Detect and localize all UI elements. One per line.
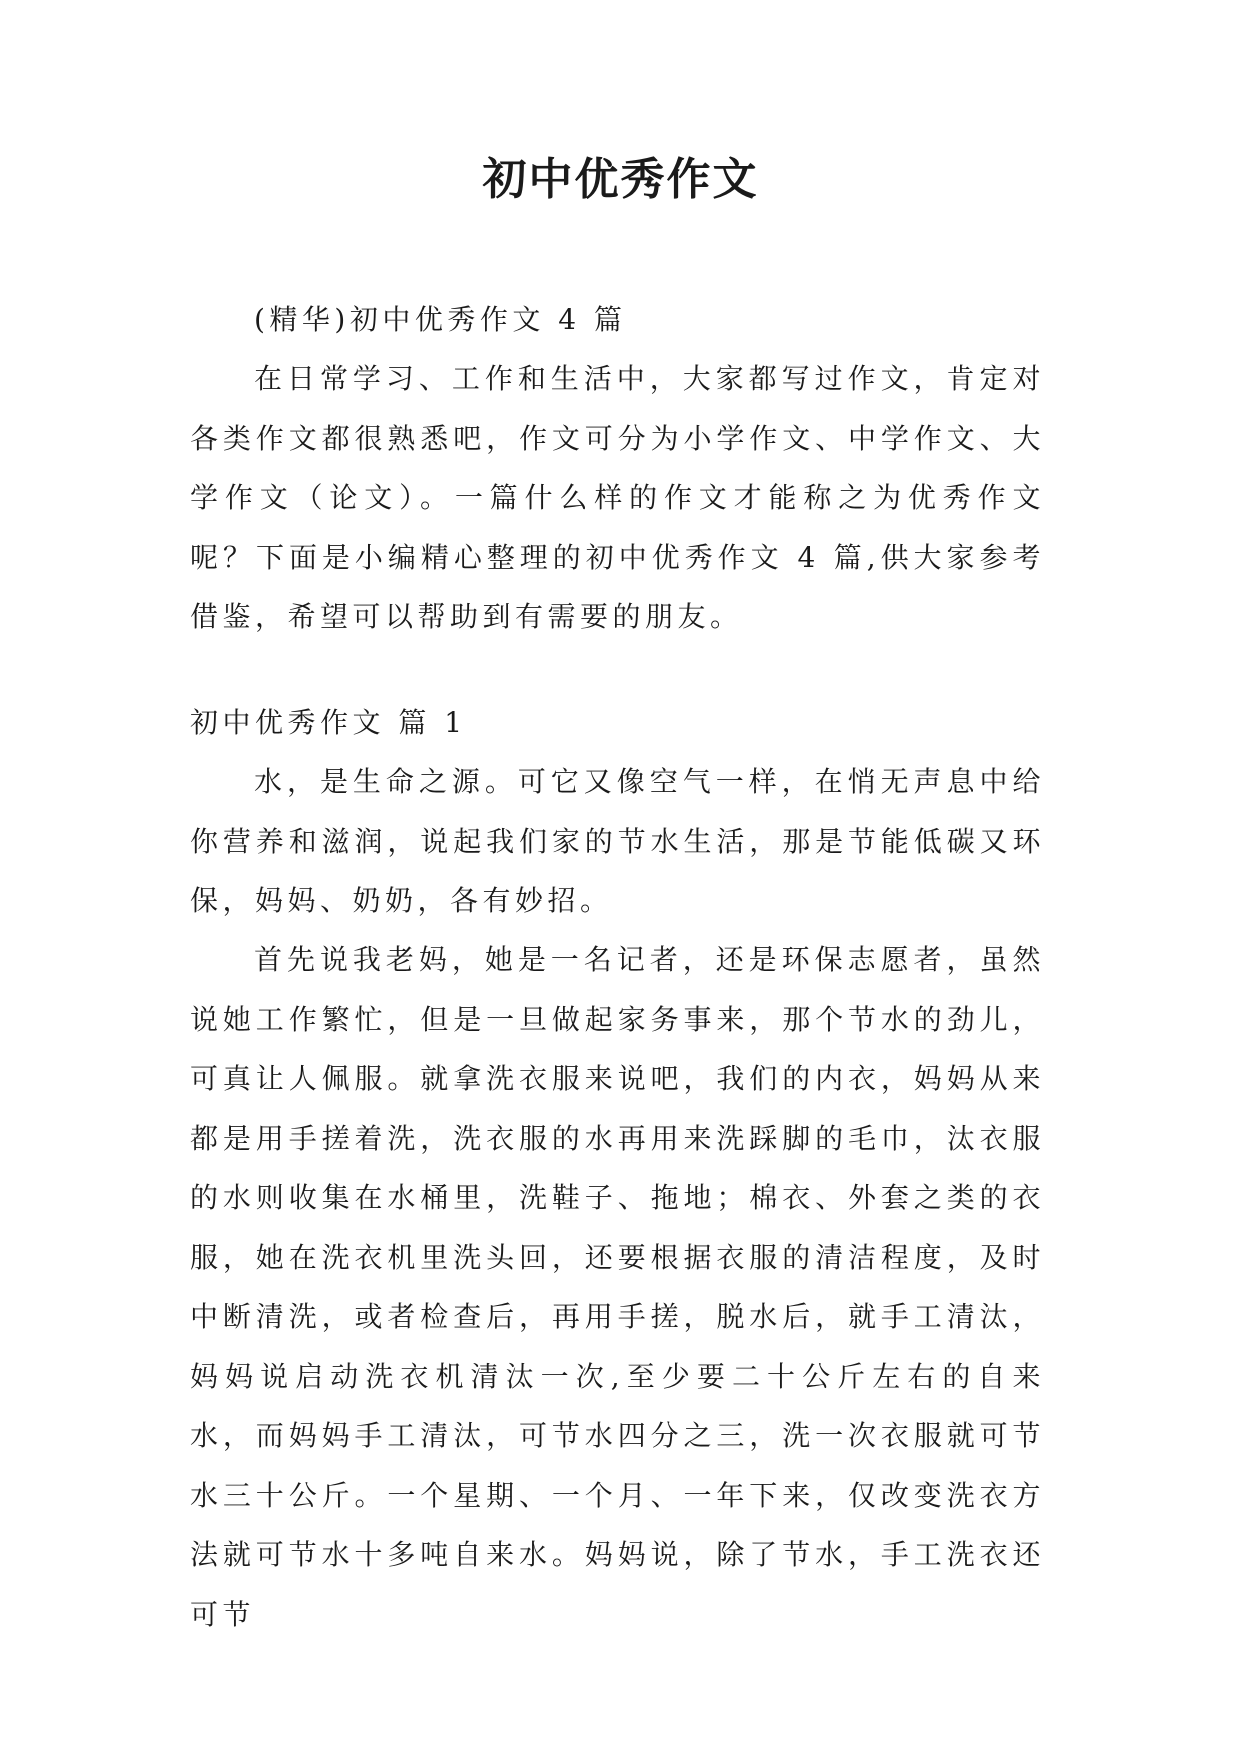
document-title: 初中优秀作文 (482, 154, 759, 205)
section-paragraph: 水，是生命之源。可它又像空气一样，在悄无声息中给你营养和滋润，说起我们家的节水生活，那是节能低碳又环保，妈妈、奶奶，各有妙招。 (190, 765, 1045, 917)
section-heading: 初中优秀作文 篇 1 (190, 706, 467, 739)
document-subtitle: (精华)初中优秀作文 4 篇 (254, 303, 627, 336)
intro-paragraph: 在日常学习、工作和生活中，大家都写过作文，肯定对各类作文都很熟悉吧，作文可分为小学作文、中学作文、大学作文（论文）。一篇什么样的作文才能称之为优秀作文呢？下面是小编精心整理的初中优秀作文 4 篇,供大家参考借鉴，希望可以帮助到有需要的朋友。 (190, 362, 1045, 633)
section-paragraph: 首先说我老妈，她是一名记者，还是环保志愿者，虽然说她工作繁忙，但是一旦做起家务事来，那个节水的劲儿，可真让人佩服。就拿洗衣服来说吧，我们的内衣，妈妈从来都是用手搓着洗，洗衣服的水再用来洗踩脚的毛巾，汰衣服的水则收集在水桶里，洗鞋子、拖地；棉衣、外套之类的衣服，她在洗衣机里洗头回，还要根据衣服的清洁程度，及时中断清洗，或者检查后，再用手搓，脱水后，就手工清汰，妈妈说启动洗衣机清汰一次,至少要二十公斤左右的自来水，而妈妈手工清汰，可节水四分之三，洗一次衣服就可节水三十公斤。一个星期、一个月、一年下来，仅改变洗衣方法就可节水十多吨自来水。妈妈说，除了节水，手工洗衣还可节 (190, 943, 1045, 1631)
